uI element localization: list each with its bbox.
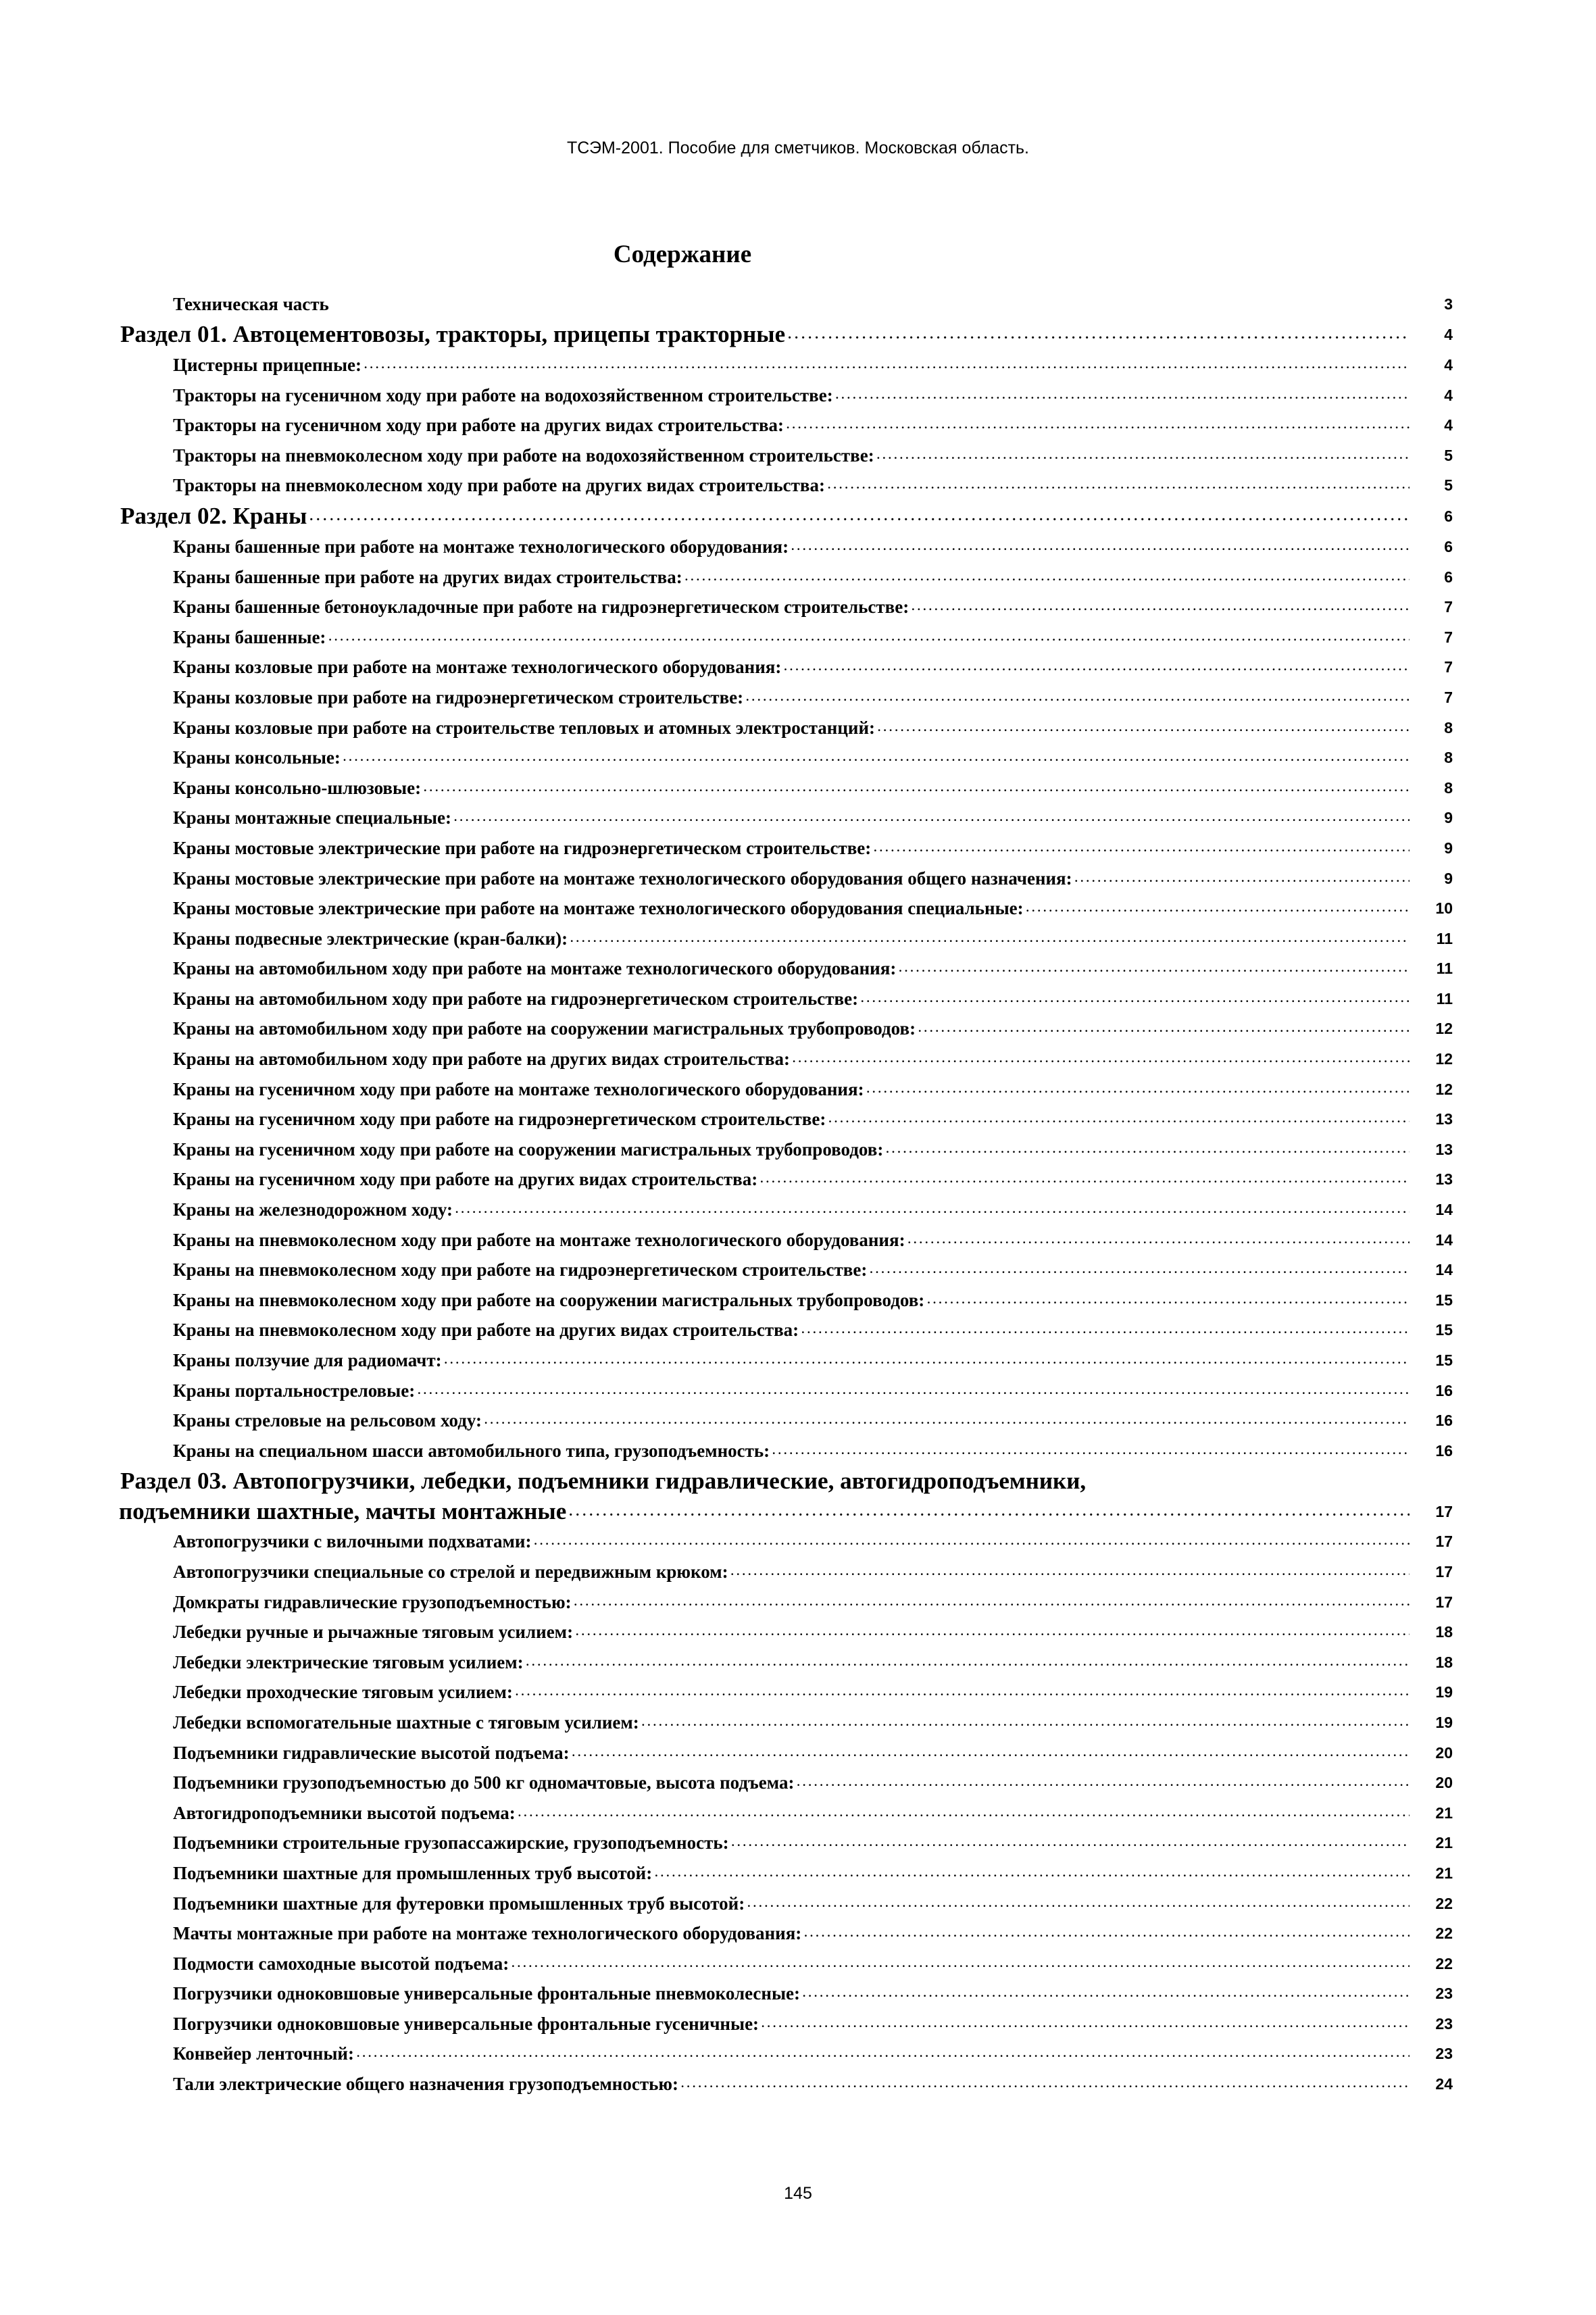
leader-dots: [424, 773, 1410, 803]
toc-entry[interactable]: [120, 532, 1453, 562]
toc-entry-text: Домкраты гидравлические грузоподъемностью:: [173, 1591, 572, 1612]
toc-entry[interactable]: [120, 622, 1453, 653]
toc-entry[interactable]: [120, 773, 1453, 803]
toc-entry[interactable]: [120, 833, 1453, 864]
leader-dots: [803, 1978, 1410, 2009]
leader-dots: [681, 2069, 1410, 2099]
toc-entry-text: Краны на автомобильном ходу при работе на гидроэнергетическом строительстве:: [173, 988, 859, 1009]
toc-entry[interactable]: [120, 1135, 1453, 1165]
toc-entry-technical-part[interactable]: [120, 289, 1453, 319]
toc-entry[interactable]: [120, 2039, 1453, 2069]
toc-entry-text: Краны на специальном шасси автомобильного типа, грузоподъемность:: [173, 1440, 770, 1461]
toc-entry-text: Автопогрузчики специальные со стрелой и передвижным крюком:: [173, 1561, 728, 1582]
toc-entry-text: Подъемники строительные грузопассажирские, грузоподъемность:: [173, 1833, 729, 1853]
leader-dots: [908, 1225, 1410, 1255]
toc-entry-page: 11: [1436, 989, 1453, 1007]
toc-entry-text: Краны башенные:: [173, 626, 326, 647]
toc-entry[interactable]: [120, 1677, 1453, 1708]
toc-entry-page: 8: [1444, 718, 1453, 737]
toc-entry[interactable]: [120, 1526, 1453, 1557]
toc-entry-text: Краны на пневмоколесном ходу при работе на гидроэнергетическом строительстве:: [173, 1260, 868, 1280]
toc-entry[interactable]: [120, 1587, 1453, 1618]
toc-entry-page: 8: [1444, 749, 1453, 767]
toc-entry-page: 7: [1444, 598, 1453, 616]
toc-entry[interactable]: [120, 1225, 1453, 1255]
toc-entry-page: 4: [1444, 386, 1453, 404]
toc-entry-page: 19: [1435, 1713, 1453, 1731]
toc-entry-page: 14: [1435, 1201, 1453, 1219]
leader-dots: [804, 1918, 1410, 1949]
toc-entry-text: Подъемники гидравлические высотой подъема:: [173, 1742, 570, 1763]
toc-entry-text: Краны стреловые на рельсовом ходу:: [173, 1410, 482, 1431]
toc-entry[interactable]: [120, 410, 1453, 441]
toc-entry-text: Краны на гусеничном ходу при работе на сооружении магистральных трубопроводов:: [173, 1139, 884, 1160]
toc-entry[interactable]: [120, 1949, 1453, 1979]
leader-dots: [454, 803, 1410, 833]
toc-entry-text: Краны козловые при работе на гидроэнергетическом строительстве:: [173, 687, 744, 707]
toc-entry-text: Лебедки проходческие тяговым усилием:: [173, 1682, 513, 1703]
toc-entry-text: Краны консольно-шлюзовые:: [173, 777, 422, 798]
toc-entry-page: 17: [1435, 1562, 1453, 1580]
leader-dots: [572, 1738, 1410, 1768]
section-title: Раздел 02. Краны: [120, 502, 307, 529]
toc-entry[interactable]: [120, 924, 1453, 954]
leader-dots: [788, 319, 1410, 350]
toc-entry[interactable]: [120, 864, 1453, 894]
leader-dots: [518, 1798, 1410, 1828]
leader-dots: [328, 622, 1410, 653]
toc-entry-text: Тракторы на гусеничном ходу при работе на других видах строительства:: [173, 415, 784, 436]
leader-dots: [576, 1617, 1410, 1647]
toc-entry-text: Тракторы на гусеничном ходу при работе на водохозяйственном строительстве:: [173, 384, 833, 405]
section-title-line1: Раздел 03. Автопогрузчики, лебедки, подъемники гидравлические, автогидроподъемники,: [120, 1468, 1087, 1495]
section-page: 17: [1435, 1503, 1453, 1521]
leader-dots: [867, 1074, 1410, 1105]
page-number: 145: [784, 2184, 812, 2203]
toc-entry-text: Краны консольные:: [173, 747, 341, 768]
leader-dots: [877, 441, 1410, 471]
toc-entry-text: Краны на пневмоколесном ходу при работе на сооружении магистральных трубопроводов:: [173, 1289, 925, 1310]
toc-entry[interactable]: [120, 1195, 1453, 1225]
toc-entry[interactable]: [120, 592, 1453, 622]
leader-dots: [899, 953, 1410, 984]
leader-dots: [685, 562, 1410, 593]
toc-entry-page: 7: [1444, 658, 1453, 676]
toc-entry[interactable]: [120, 1315, 1453, 1345]
running-header: ТСЭМ-2001. Пособие для сметчиков. Московская область.: [566, 139, 1030, 157]
toc-entry-text: Подмости самоходные высотой подъема:: [173, 1953, 509, 1974]
toc-entry-text: Тракторы на пневмоколесном ходу при работе на водохозяйственном строительстве:: [173, 445, 874, 466]
toc-entry[interactable]: [120, 743, 1453, 773]
toc-entry-text: Техническая часть: [173, 294, 329, 314]
toc-entry-page: 4: [1444, 356, 1453, 374]
toc-entry[interactable]: [120, 1405, 1453, 1436]
toc-entry-page: 20: [1435, 1743, 1453, 1762]
leader-dots: [526, 1647, 1410, 1678]
toc-entry-text: Краны на пневмоколесном ходу при работе на других видах строительства:: [173, 1320, 799, 1341]
toc-entry-text: Краны башенные бетоноукладочные при работе на гидроэнергетическом строительстве:: [173, 597, 909, 618]
toc-entry[interactable]: [120, 1647, 1453, 1678]
leader-dots: [1026, 893, 1410, 924]
leader-dots: [927, 1285, 1410, 1316]
toc-entry-text: Краны на автомобильном ходу при работе на монтаже технологического оборудования:: [173, 958, 897, 979]
leader-dots: [762, 2009, 1410, 2039]
toc-entry-page: 5: [1444, 476, 1453, 495]
toc-entry[interactable]: [120, 1918, 1453, 1949]
toc-entry-text: Краны портальностреловые:: [173, 1380, 416, 1401]
toc-entry-page: 9: [1444, 809, 1453, 827]
toc-entry-text: Подъемники шахтные для промышленных труб высотой:: [173, 1862, 653, 1883]
leader-dots: [569, 1497, 1410, 1526]
toc-entry-page: 18: [1435, 1653, 1453, 1671]
toc-entry-text: Краны на автомобильном ходу при работе на сооружении магистральных трубопроводов:: [173, 1018, 916, 1039]
toc-entry[interactable]: [120, 1828, 1453, 1858]
section-page: 4: [1444, 326, 1453, 343]
toc-entry-page: 16: [1435, 1381, 1453, 1399]
toc-entry[interactable]: [120, 470, 1453, 501]
toc-entry[interactable]: [120, 893, 1453, 924]
toc-entry-text: Лебедки вспомогательные шахтные с тяговым усилием:: [173, 1712, 639, 1733]
toc-entry-text: Лебедки электрические тяговым усилием:: [173, 1651, 524, 1672]
leader-dots: [791, 532, 1410, 562]
section-title-line2-row: [119, 1497, 1453, 1526]
toc-entry-page: 22: [1435, 1954, 1453, 1972]
toc-entry-page: 13: [1435, 1110, 1453, 1128]
toc-entry-page: 21: [1435, 1864, 1453, 1882]
toc-entry-page: 11: [1436, 960, 1453, 978]
toc-entry-page: 12: [1435, 1080, 1453, 1098]
toc-entry[interactable]: [120, 1376, 1453, 1406]
toc-entry-page: 3: [1444, 295, 1453, 313]
toc-entry-page: 16: [1435, 1412, 1453, 1430]
toc-entry-page: 22: [1435, 1894, 1453, 1912]
leader-dots: [878, 713, 1410, 743]
toc-entry[interactable]: [120, 1708, 1453, 1738]
leader-dots: [484, 1405, 1410, 1436]
leader-dots: [642, 1708, 1410, 1738]
leader-dots: [874, 833, 1410, 864]
toc-entry-page: 14: [1435, 1261, 1453, 1279]
toc-entry-text: Подъемники шахтные для футеровки промышленных труб высотой:: [173, 1893, 745, 1914]
section-02-entries: [120, 532, 1453, 1466]
toc-entry-text: Краны на гусеничном ходу при работе на монтаже технологического оборудования:: [173, 1078, 864, 1099]
leader-dots: [801, 1315, 1410, 1345]
toc-entry-page: 15: [1435, 1351, 1453, 1369]
toc-entry-page: 10: [1435, 899, 1453, 918]
leader-dots: [870, 1255, 1410, 1285]
toc-entry-text: Краны козловые при работе на строительстве тепловых и атомных электростанций:: [173, 717, 876, 738]
toc-entry-page: 12: [1435, 1050, 1453, 1068]
toc-entry-text: Краны на автомобильном ходу при работе на других видах строительства:: [173, 1049, 790, 1070]
table-of-contents: [120, 289, 1453, 2099]
toc-entry-page: 21: [1435, 1834, 1453, 1852]
leader-dots: [357, 2039, 1410, 2069]
toc-entry-text: Краны мостовые электрические при работе на монтаже технологического оборудования специальные:: [173, 898, 1024, 919]
toc-entry[interactable]: [120, 1104, 1453, 1135]
leader-dots: [828, 1104, 1410, 1135]
toc-entry-page: 16: [1435, 1441, 1453, 1460]
toc-entry[interactable]: [120, 1738, 1453, 1768]
toc-entry[interactable]: [120, 1285, 1453, 1316]
toc-entry-text: Краны монтажные специальные:: [173, 807, 452, 828]
leader-dots: [418, 1376, 1410, 1406]
leader-dots: [861, 984, 1410, 1014]
toc-entry[interactable]: [120, 1798, 1453, 1828]
section-title: Раздел 01. Автоцементовозы, тракторы, прицепы тракторные: [120, 321, 786, 347]
toc-entry[interactable]: [120, 713, 1453, 743]
toc-entry[interactable]: [120, 1014, 1453, 1044]
leader-dots: [512, 1949, 1410, 1979]
toc-entry[interactable]: [120, 1889, 1453, 1919]
section-title-line2: подъемники шахтные, мачты монтажные: [119, 1498, 567, 1525]
section-page: 6: [1444, 507, 1453, 525]
toc-entry[interactable]: [120, 1044, 1453, 1074]
leader-dots: [836, 380, 1410, 411]
toc-entry-page: 17: [1435, 1533, 1453, 1551]
toc-entry-text: Краны башенные при работе на монтаже технологического оборудования:: [173, 536, 789, 557]
toc-entry-page: 4: [1444, 416, 1453, 434]
toc-entry-text: Краны на гусеничном ходу при работе на гидроэнергетическом строительстве:: [173, 1109, 826, 1130]
toc-entry-page: 23: [1435, 2014, 1453, 2033]
leader-dots: [343, 743, 1410, 773]
toc-entry-text: Лебедки ручные и рычажные тяговым усилием:: [173, 1622, 574, 1643]
leader-dots: [1075, 864, 1410, 894]
toc-entry-page: 12: [1435, 1020, 1453, 1038]
toc-entry[interactable]: [120, 953, 1453, 984]
toc-entry-text: Автопогрузчики с вилочными подхватами:: [173, 1531, 532, 1552]
toc-entry[interactable]: [120, 1617, 1453, 1647]
toc-entry[interactable]: [120, 2069, 1453, 2099]
toc-entry-page: 9: [1444, 869, 1453, 887]
toc-entry-page: 18: [1435, 1623, 1453, 1641]
toc-entry-text: Краны ползучие для радиомачт:: [173, 1350, 442, 1370]
toc-entry-page: 19: [1435, 1683, 1453, 1701]
toc-entry-page: 23: [1435, 2045, 1453, 2063]
toc-entry-page: 20: [1435, 1774, 1453, 1792]
toc-entry[interactable]: [120, 1345, 1453, 1376]
toc-entry-page: 24: [1435, 2075, 1453, 2093]
toc-entry[interactable]: [120, 984, 1453, 1014]
leader-dots: [534, 1526, 1410, 1557]
toc-entry[interactable]: [120, 441, 1453, 471]
leader-dots: [309, 501, 1410, 532]
toc-entry-text: Краны мостовые электрические при работе на гидроэнергетическом строительстве:: [173, 837, 872, 858]
toc-entry[interactable]: [120, 1436, 1453, 1466]
leader-dots: [445, 1345, 1410, 1376]
toc-entry-page: 6: [1444, 568, 1453, 586]
toc-entry-page: 7: [1444, 688, 1453, 706]
leader-dots: [886, 1135, 1410, 1165]
toc-entry-text: Краны на гусеничном ходу при работе на других видах строительства:: [173, 1169, 758, 1190]
toc-entry-page: 23: [1435, 1985, 1453, 2003]
toc-entry[interactable]: [120, 562, 1453, 593]
toc-entry-text: Краны козловые при работе на монтаже технологического оборудования:: [173, 657, 782, 678]
leader-dots: [793, 1044, 1410, 1074]
leader-dots: [772, 1436, 1410, 1466]
toc-entry-page: 5: [1444, 446, 1453, 464]
toc-entry-page: 13: [1435, 1170, 1453, 1189]
toc-entry-page: 22: [1435, 1924, 1453, 1943]
leader-dots: [912, 592, 1410, 622]
toc-entry-text: Мачты монтажные при работе на монтаже технологического оборудования:: [173, 1923, 802, 1944]
toc-entry-text: Краны мостовые электрические при работе на монтаже технологического оборудования общего назначения:: [173, 868, 1072, 889]
toc-entry-page: 15: [1435, 1321, 1453, 1339]
toc-entry-text: Подъемники грузоподъемностью до 500 кг одномачтовые, высота подъема:: [173, 1772, 795, 1793]
toc-entry-text: Цистерны прицепные:: [173, 355, 362, 375]
leader-dots: [797, 1768, 1410, 1798]
leader-dots: [747, 1889, 1410, 1919]
section-03-entries: [120, 1526, 1453, 2099]
toc-entry[interactable]: [120, 1074, 1453, 1105]
toc-entry[interactable]: [120, 803, 1453, 833]
toc-entry[interactable]: [120, 1164, 1453, 1195]
leader-dots: [455, 1195, 1410, 1225]
leader-dots: [784, 652, 1410, 682]
toc-entry[interactable]: [120, 380, 1453, 411]
toc-entry-text: Краны на железнодорожном ходу:: [173, 1199, 453, 1220]
toc-entry[interactable]: [120, 1255, 1453, 1285]
toc-entry[interactable]: [120, 350, 1453, 380]
toc-title: Содержание: [613, 241, 752, 268]
leader-dots: [731, 1557, 1410, 1587]
toc-entry[interactable]: [120, 2009, 1453, 2039]
toc-entry[interactable]: [120, 682, 1453, 713]
toc-section-01[interactable]: [120, 319, 1453, 350]
leader-dots: [732, 1828, 1410, 1858]
leader-dots: [746, 682, 1410, 713]
toc-entry-page: 7: [1444, 628, 1453, 646]
toc-entry-page: 15: [1435, 1291, 1453, 1309]
toc-entry[interactable]: [120, 1768, 1453, 1798]
toc-entry-text: Автогидроподъемники высотой подъема:: [173, 1802, 516, 1823]
toc-entry-text: Краны подвесные электрические (кран-балки):: [173, 928, 568, 949]
leader-dots: [574, 1587, 1410, 1618]
toc-entry-page: 8: [1444, 778, 1453, 797]
toc-entry-page: 14: [1435, 1230, 1453, 1249]
leader-dots: [570, 924, 1410, 954]
toc-entry-page: 6: [1444, 537, 1453, 555]
toc-entry[interactable]: [120, 1858, 1453, 1889]
toc-entry-text: Краны башенные при работе на других видах строительства:: [173, 566, 682, 587]
toc-entry-page: 17: [1435, 1593, 1453, 1611]
toc-entry-text: Краны на пневмоколесном ходу при работе на монтаже технологического оборудования:: [173, 1229, 905, 1250]
toc-entry[interactable]: [120, 1978, 1453, 2009]
toc-section-02[interactable]: [120, 501, 1453, 532]
toc-entry-page: 11: [1436, 929, 1453, 947]
leader-dots: [787, 410, 1410, 441]
toc-entry-text: Погрузчики одноковшовые универсальные фронтальные гусеничные:: [173, 2013, 759, 2034]
leader-dots: [364, 350, 1410, 380]
leader-dots: [516, 1677, 1410, 1708]
leader-dots: [655, 1858, 1410, 1889]
toc-entry-text: Погрузчики одноковшовые универсальные фронтальные пневмоколесные:: [173, 1983, 801, 2004]
toc-entry[interactable]: [120, 1557, 1453, 1587]
toc-entry-page: 21: [1435, 1803, 1453, 1822]
leader-dots: [828, 470, 1410, 501]
toc-section-03[interactable]: [120, 1466, 1453, 1526]
leader-dots: [918, 1014, 1410, 1044]
toc-entry[interactable]: [120, 652, 1453, 682]
toc-entry-text: Тали электрические общего назначения грузоподъемностью:: [173, 2074, 678, 2095]
leader-dots: [760, 1164, 1410, 1195]
toc-entry-text: Тракторы на пневмоколесном ходу при работе на других видах строительства:: [173, 475, 825, 496]
toc-entry-page: 13: [1435, 1140, 1453, 1158]
section-01-entries: [120, 350, 1453, 501]
toc-entry-page: 9: [1444, 839, 1453, 857]
toc-entry-text: Конвейер ленточный:: [173, 2043, 354, 2064]
